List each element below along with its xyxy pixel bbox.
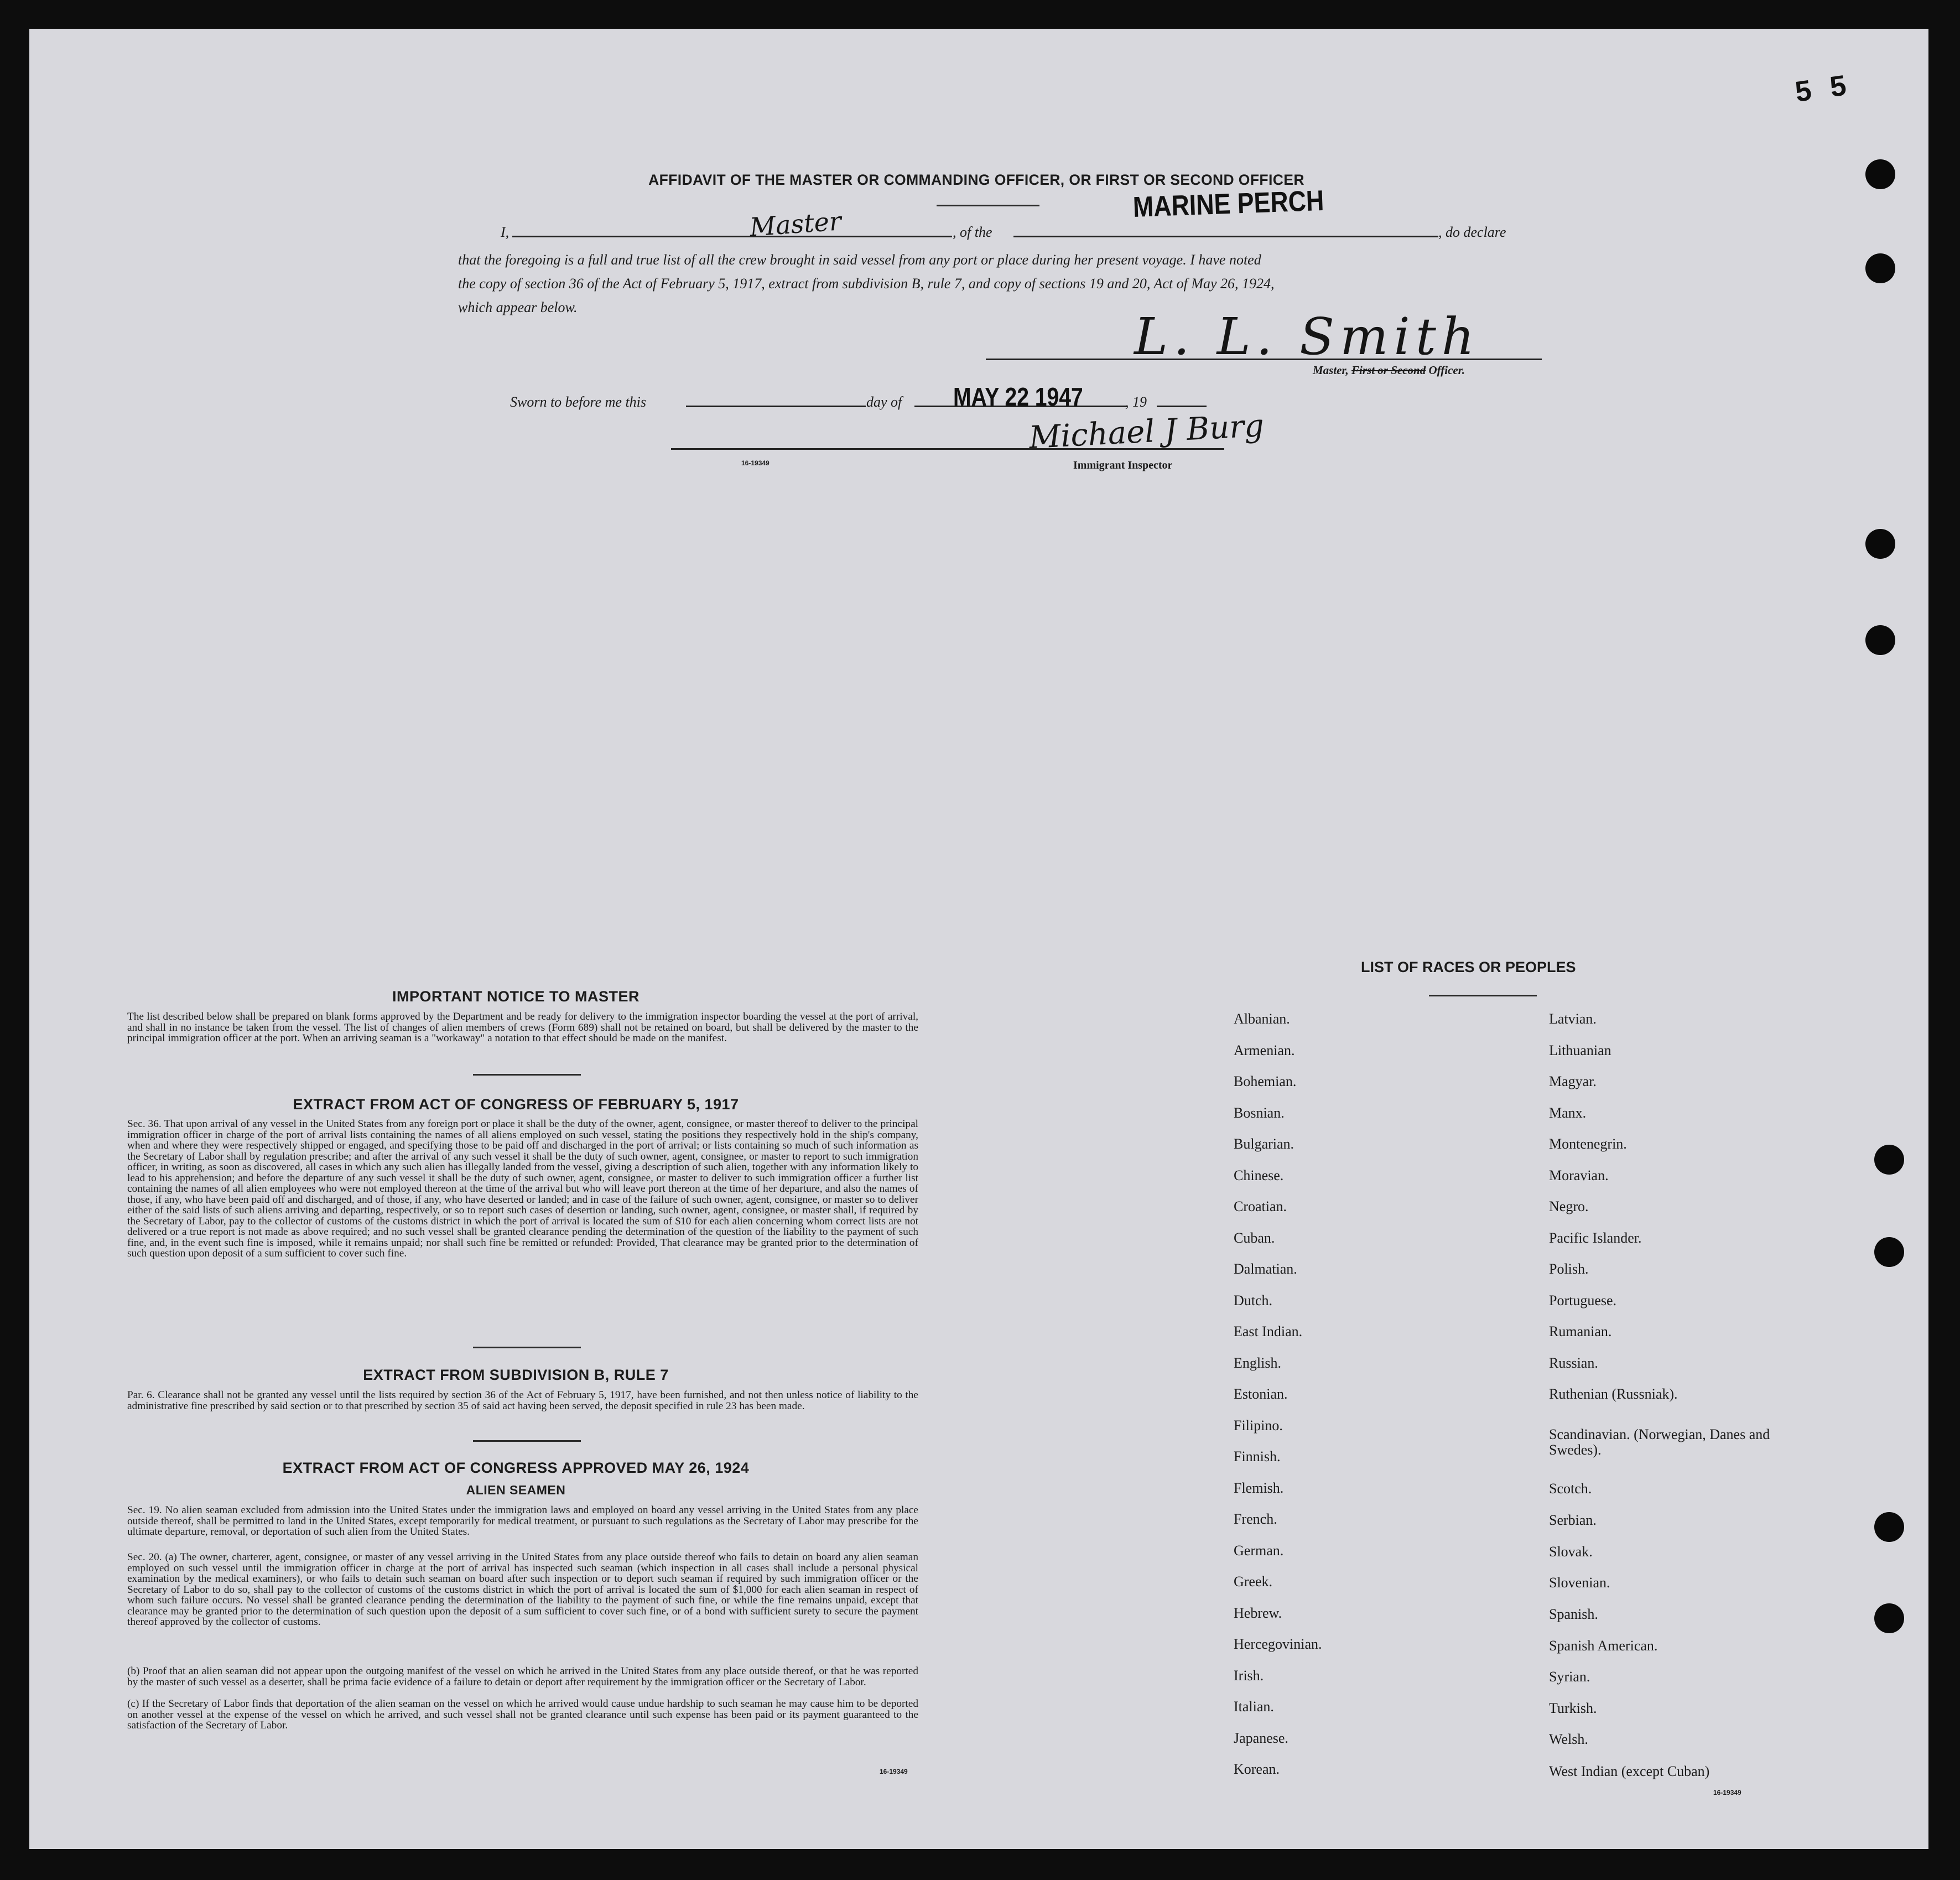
race-left-item: French. bbox=[1234, 1511, 1277, 1527]
race-right-item: Polish. bbox=[1549, 1261, 1589, 1277]
affidavit-title-rule bbox=[937, 205, 1039, 206]
caption-prefix: Master, bbox=[1313, 363, 1352, 377]
race-left-item: Armenian. bbox=[1234, 1042, 1295, 1058]
rank-blank bbox=[512, 236, 952, 237]
sworn-date-stamp: MAY 22 1947 bbox=[953, 382, 1083, 411]
race-left-item: German. bbox=[1234, 1542, 1284, 1559]
punch-hole-3 bbox=[1865, 529, 1895, 559]
extract-1924-sec20b: (b) Proof that an alien seaman did not appear upon the outgoing manifest of the vessel on which he arrived in the United States from any place outside thereof, or that he was reported by the master of such vessel as a deserter, shall be prima facie evidence of a failure to detain or deport after requirement by the immigration officer or the Secretary of Labor. bbox=[127, 1665, 918, 1688]
race-left-item: Finnish. bbox=[1234, 1448, 1281, 1464]
extract-1917-text: Sec. 36. That upon arrival of any vessel in the United States from any foreign port or place it shall be the duty of the owner, agent, consignee, or master thereof to deliver to the principal immigration officer in charge of the port of arrival lists containing the names of all aliens employed on such vessel, stating the positions they respectively hold in the ship's company, when and where they were respectively shipped or engaged, and specifying those to be paid off and discharged in the port of arrival; or lists containing so much of such information as the Secretary of Labor shall by regulation prescribe; and after the arrival of any such vessel it shall be the duty of such owner, agent, consignee, or master to report to such immigration officer, in writing, as soon as discovered, all cases in which any such alien has illegally landed from the vessel, giving a description of such alien, together with any information likely to lead to his apprehension; and before the departure of any such vessel it shall be the duty of such owner, agent, consignee, or master to deliver to such immigration officer a further list containing the names of all alien employees who were not employed thereon at the time of the arrival but who will leave port thereon at the time of her departure, and also the names of those, if any, who have been paid off and discharged, and of those, if any, who have deserted or landed; and in case of the failure of such owner, agent, consignee, or master so to deliver either of the said lists of such aliens arriving and departing, respectively, or so to report such cases of desertion or landing, such owner, agent, consignee, or master shall, if required by the Secretary of Labor, pay to the collector of customs of the customs district in which the port of arrival is located the sum of $10 for each alien concerning whom correct lists are not delivered or a true report is not made as above required; and no such vessel shall be granted clearance pending the determination of the question of the liability to the payment of such fine, and, in the event such fine is imposed, while it remains unpaid; nor shall such fine be remitted or refunded: Provided, That clearance may be granted prior to the determination of such question upon deposit of a sum sufficient to cover such fine. bbox=[127, 1118, 918, 1259]
extract-1917-divider bbox=[473, 1347, 581, 1348]
race-right-item: Manx. bbox=[1549, 1104, 1587, 1121]
affidavit-form-number: 16-19349 bbox=[741, 459, 770, 467]
extract-1917-title: EXTRACT FROM ACT OF CONGRESS OF FEBRUARY 5, 1917 bbox=[293, 1096, 739, 1113]
affidavit-line1-suffix: , do declare bbox=[1438, 224, 1506, 240]
race-right-item: Scandinavian. (Norwegian, Danes and Swedes). bbox=[1549, 1426, 1770, 1458]
race-right-item: Portuguese. bbox=[1549, 1292, 1617, 1308]
vessel-name: MARINE PERCH bbox=[1132, 184, 1325, 224]
sworn-prefix: Sworn to before me this bbox=[510, 394, 647, 410]
affidavit-line2: that the foregoing is a full and true list of all the crew brought in said vessel from any port or place during her present voyage. I have noted bbox=[458, 252, 1261, 268]
race-right-item: Slovak. bbox=[1549, 1544, 1593, 1560]
race-left-item: Korean. bbox=[1234, 1761, 1280, 1777]
extract-rule7-title: EXTRACT FROM SUBDIVISION B, RULE 7 bbox=[363, 1367, 669, 1383]
race-right-item: Latvian. bbox=[1549, 1011, 1597, 1027]
extract-1924-sec19: Sec. 19. No alien seaman excluded from admission into the United States under the immigration laws and employed on board any vessel arriving in the United States from any place outside thereof, shall be permitted to land in the United States, except temporarily for medical treatment, or pursuant to such regulations as the Secretary of Labor may prescribe for the ultimate departure, removal, or deportation of such alien from the United States. bbox=[127, 1504, 918, 1538]
vessel-blank bbox=[1013, 236, 1438, 237]
punch-hole-5 bbox=[1874, 1145, 1904, 1175]
race-left-item: Croatian. bbox=[1234, 1198, 1287, 1214]
race-right-item: West Indian (except Cuban) bbox=[1549, 1763, 1710, 1779]
rank-handwritten: Master bbox=[748, 206, 843, 242]
race-right-item: Spanish. bbox=[1549, 1606, 1598, 1622]
race-left-item: Bosnian. bbox=[1234, 1104, 1285, 1121]
punch-hole-1 bbox=[1865, 159, 1895, 189]
race-right-item: Magyar. bbox=[1549, 1073, 1597, 1089]
race-right-item: Serbian. bbox=[1549, 1512, 1597, 1528]
race-right-item: Lithuanian bbox=[1549, 1042, 1611, 1058]
race-right-item: Slovenian. bbox=[1549, 1575, 1610, 1591]
sworn-year-prefix: , 19 bbox=[1125, 394, 1147, 410]
race-left-item: Irish. bbox=[1234, 1667, 1264, 1684]
inspector-caption: Immigrant Inspector bbox=[1073, 459, 1173, 471]
page-corner-marks: 5 5 bbox=[1793, 69, 1854, 108]
master-signature-line bbox=[986, 359, 1542, 360]
extract-1924-subtitle: ALIEN SEAMEN bbox=[466, 1483, 566, 1497]
extract-1924-sec20a: Sec. 20. (a) The owner, charterer, agent, consignee, or master of any vessel arriving in the United States from any place outside thereof who fails to detain on board any alien seaman employed on such vessel until the immigration officer in charge at the port of arrival has inspected such seaman (which inspection in all cases shall include a personal physical examination by the medical examiners), or who fails to detain such seaman on board after such inspection or to deport such seaman if required by such immigration officer or the Secretary of Labor to do so, shall pay to the collector of customs of the customs district in which the port of arrival is located the sum of $1,000 for each alien seaman in respect of whom such failure occurs. No vessel shall be granted clearance pending the determination of the liability to the payment of such fine, or while the fine remains unpaid, except that clearance may be granted prior to the determination of such question upon the deposit of a sum sufficient to cover such fine, or of a bond with sufficient surety to secure the payment thereof approved by the collector of customs. bbox=[127, 1551, 918, 1628]
race-left-item: East Indian. bbox=[1234, 1323, 1303, 1339]
notice-text: The list described below shall be prepared on blank forms approved by the Department and be ready for delivery to the immigration inspector boarding the vessel at the port of arrival, and shall in no instance be taken from the vessel. The list of changes of alien members of crews (Form 689) shall not be retained on board, but shall be delivered by the master to the principal immigration officer at the port. When an arriving seaman is a "workaway" a notation to that effect should be made on the manifest. bbox=[127, 1011, 918, 1044]
race-right-item: Turkish. bbox=[1549, 1700, 1597, 1716]
race-left-item: Estonian. bbox=[1234, 1386, 1288, 1402]
caption-suffix: Officer. bbox=[1426, 363, 1465, 377]
punch-hole-8 bbox=[1874, 1603, 1904, 1633]
punch-hole-6 bbox=[1874, 1237, 1904, 1267]
race-right-item: Negro. bbox=[1549, 1198, 1589, 1214]
punch-hole-7 bbox=[1874, 1512, 1904, 1542]
notice-title: IMPORTANT NOTICE TO MASTER bbox=[392, 988, 640, 1005]
race-left-item: Dutch. bbox=[1234, 1292, 1273, 1308]
race-left-item: Chinese. bbox=[1234, 1167, 1284, 1183]
race-right-item: Welsh. bbox=[1549, 1731, 1588, 1747]
race-left-item: Japanese. bbox=[1234, 1730, 1288, 1746]
race-left-item: Filipino. bbox=[1234, 1417, 1283, 1434]
affidavit-line1-prefix: I, bbox=[501, 224, 510, 240]
race-left-item: Hercegovinian. bbox=[1234, 1636, 1322, 1652]
race-right-item: Russian. bbox=[1549, 1354, 1598, 1371]
notice-divider bbox=[473, 1074, 581, 1076]
race-right-item: Pacific Islander. bbox=[1549, 1229, 1642, 1246]
race-right-item: Syrian. bbox=[1549, 1669, 1590, 1685]
sworn-day-blank bbox=[686, 406, 866, 407]
race-left-item: English. bbox=[1234, 1354, 1281, 1371]
master-signature-caption bbox=[1313, 363, 1465, 377]
extract-form-number: 16-19349 bbox=[880, 1768, 908, 1775]
affidavit-line1-mid: , of the bbox=[953, 224, 992, 240]
punch-hole-2 bbox=[1865, 253, 1895, 283]
caption-struck: First or Second bbox=[1351, 363, 1426, 377]
race-right-item: Scotch. bbox=[1549, 1481, 1592, 1497]
race-left-item: Hebrew. bbox=[1234, 1604, 1282, 1621]
race-left-item: Greek. bbox=[1234, 1573, 1273, 1590]
punch-hole-4 bbox=[1865, 625, 1895, 655]
race-left-item: Flemish. bbox=[1234, 1479, 1284, 1496]
sworn-day-of: day of bbox=[866, 394, 902, 410]
extract-rule7-divider bbox=[473, 1440, 581, 1442]
master-signature: L. L. Smith bbox=[1134, 307, 1480, 366]
affidavit-line3: the copy of section 36 of the Act of February 5, 1917, extract from subdivision B, rule 7, and copy of sections 19 and 20, Act of May 26, 1924, bbox=[458, 276, 1275, 292]
race-left-item: Dalmatian. bbox=[1234, 1261, 1297, 1277]
races-form-number: 16-19349 bbox=[1713, 1789, 1741, 1796]
race-right-item: Ruthenian (Russniak). bbox=[1549, 1386, 1678, 1402]
race-right-item: Rumanian. bbox=[1549, 1323, 1612, 1339]
inspector-signature: Michael J Burg bbox=[1028, 407, 1265, 456]
extract-rule7-text: Par. 6. Clearance shall not be granted any vessel until the lists required by section 36 of the Act of February 5, 1917, have been furnished, and not then unless notice of liability to the administrative fine prescribed by said section or to that prescribed by section 35 of said act having been served, the deposit specified in rule 23 has been made. bbox=[127, 1389, 918, 1412]
inspector-signature-line bbox=[671, 448, 1224, 450]
affidavit-line4: which appear below. bbox=[458, 299, 578, 315]
race-left-item: Cuban. bbox=[1234, 1229, 1275, 1246]
race-right-item: Spanish American. bbox=[1549, 1638, 1658, 1654]
affidavit-title: AFFIDAVIT OF THE MASTER OR COMMANDING OFFICER, OR FIRST OR SECOND OFFICER bbox=[648, 172, 1304, 188]
races-title: LIST OF RACES OR PEOPLES bbox=[1361, 959, 1576, 975]
race-left-item: Bulgarian. bbox=[1234, 1136, 1294, 1152]
race-right-item: Moravian. bbox=[1549, 1167, 1609, 1183]
race-left-item: Albanian. bbox=[1234, 1011, 1290, 1027]
race-left-item: Bohemian. bbox=[1234, 1073, 1297, 1089]
race-right-item: Montenegrin. bbox=[1549, 1136, 1627, 1152]
extract-1924-sec20c: (c) If the Secretary of Labor finds that deportation of the alien seaman on the vessel on which he arrived would cause undue hardship to such seaman he may cause him to be deported on another vessel at the expense of the vessel on which he arrived, and such vessel shall not be granted clearance until such expense has been paid or its payment guaranteed to the satisfaction of the Secretary of Labor. bbox=[127, 1698, 918, 1731]
sworn-year-blank bbox=[1157, 406, 1207, 407]
race-left-item: Italian. bbox=[1234, 1699, 1274, 1715]
races-title-rule bbox=[1429, 995, 1537, 996]
extract-1924-title: EXTRACT FROM ACT OF CONGRESS APPROVED MAY 26, 1924 bbox=[282, 1460, 750, 1476]
